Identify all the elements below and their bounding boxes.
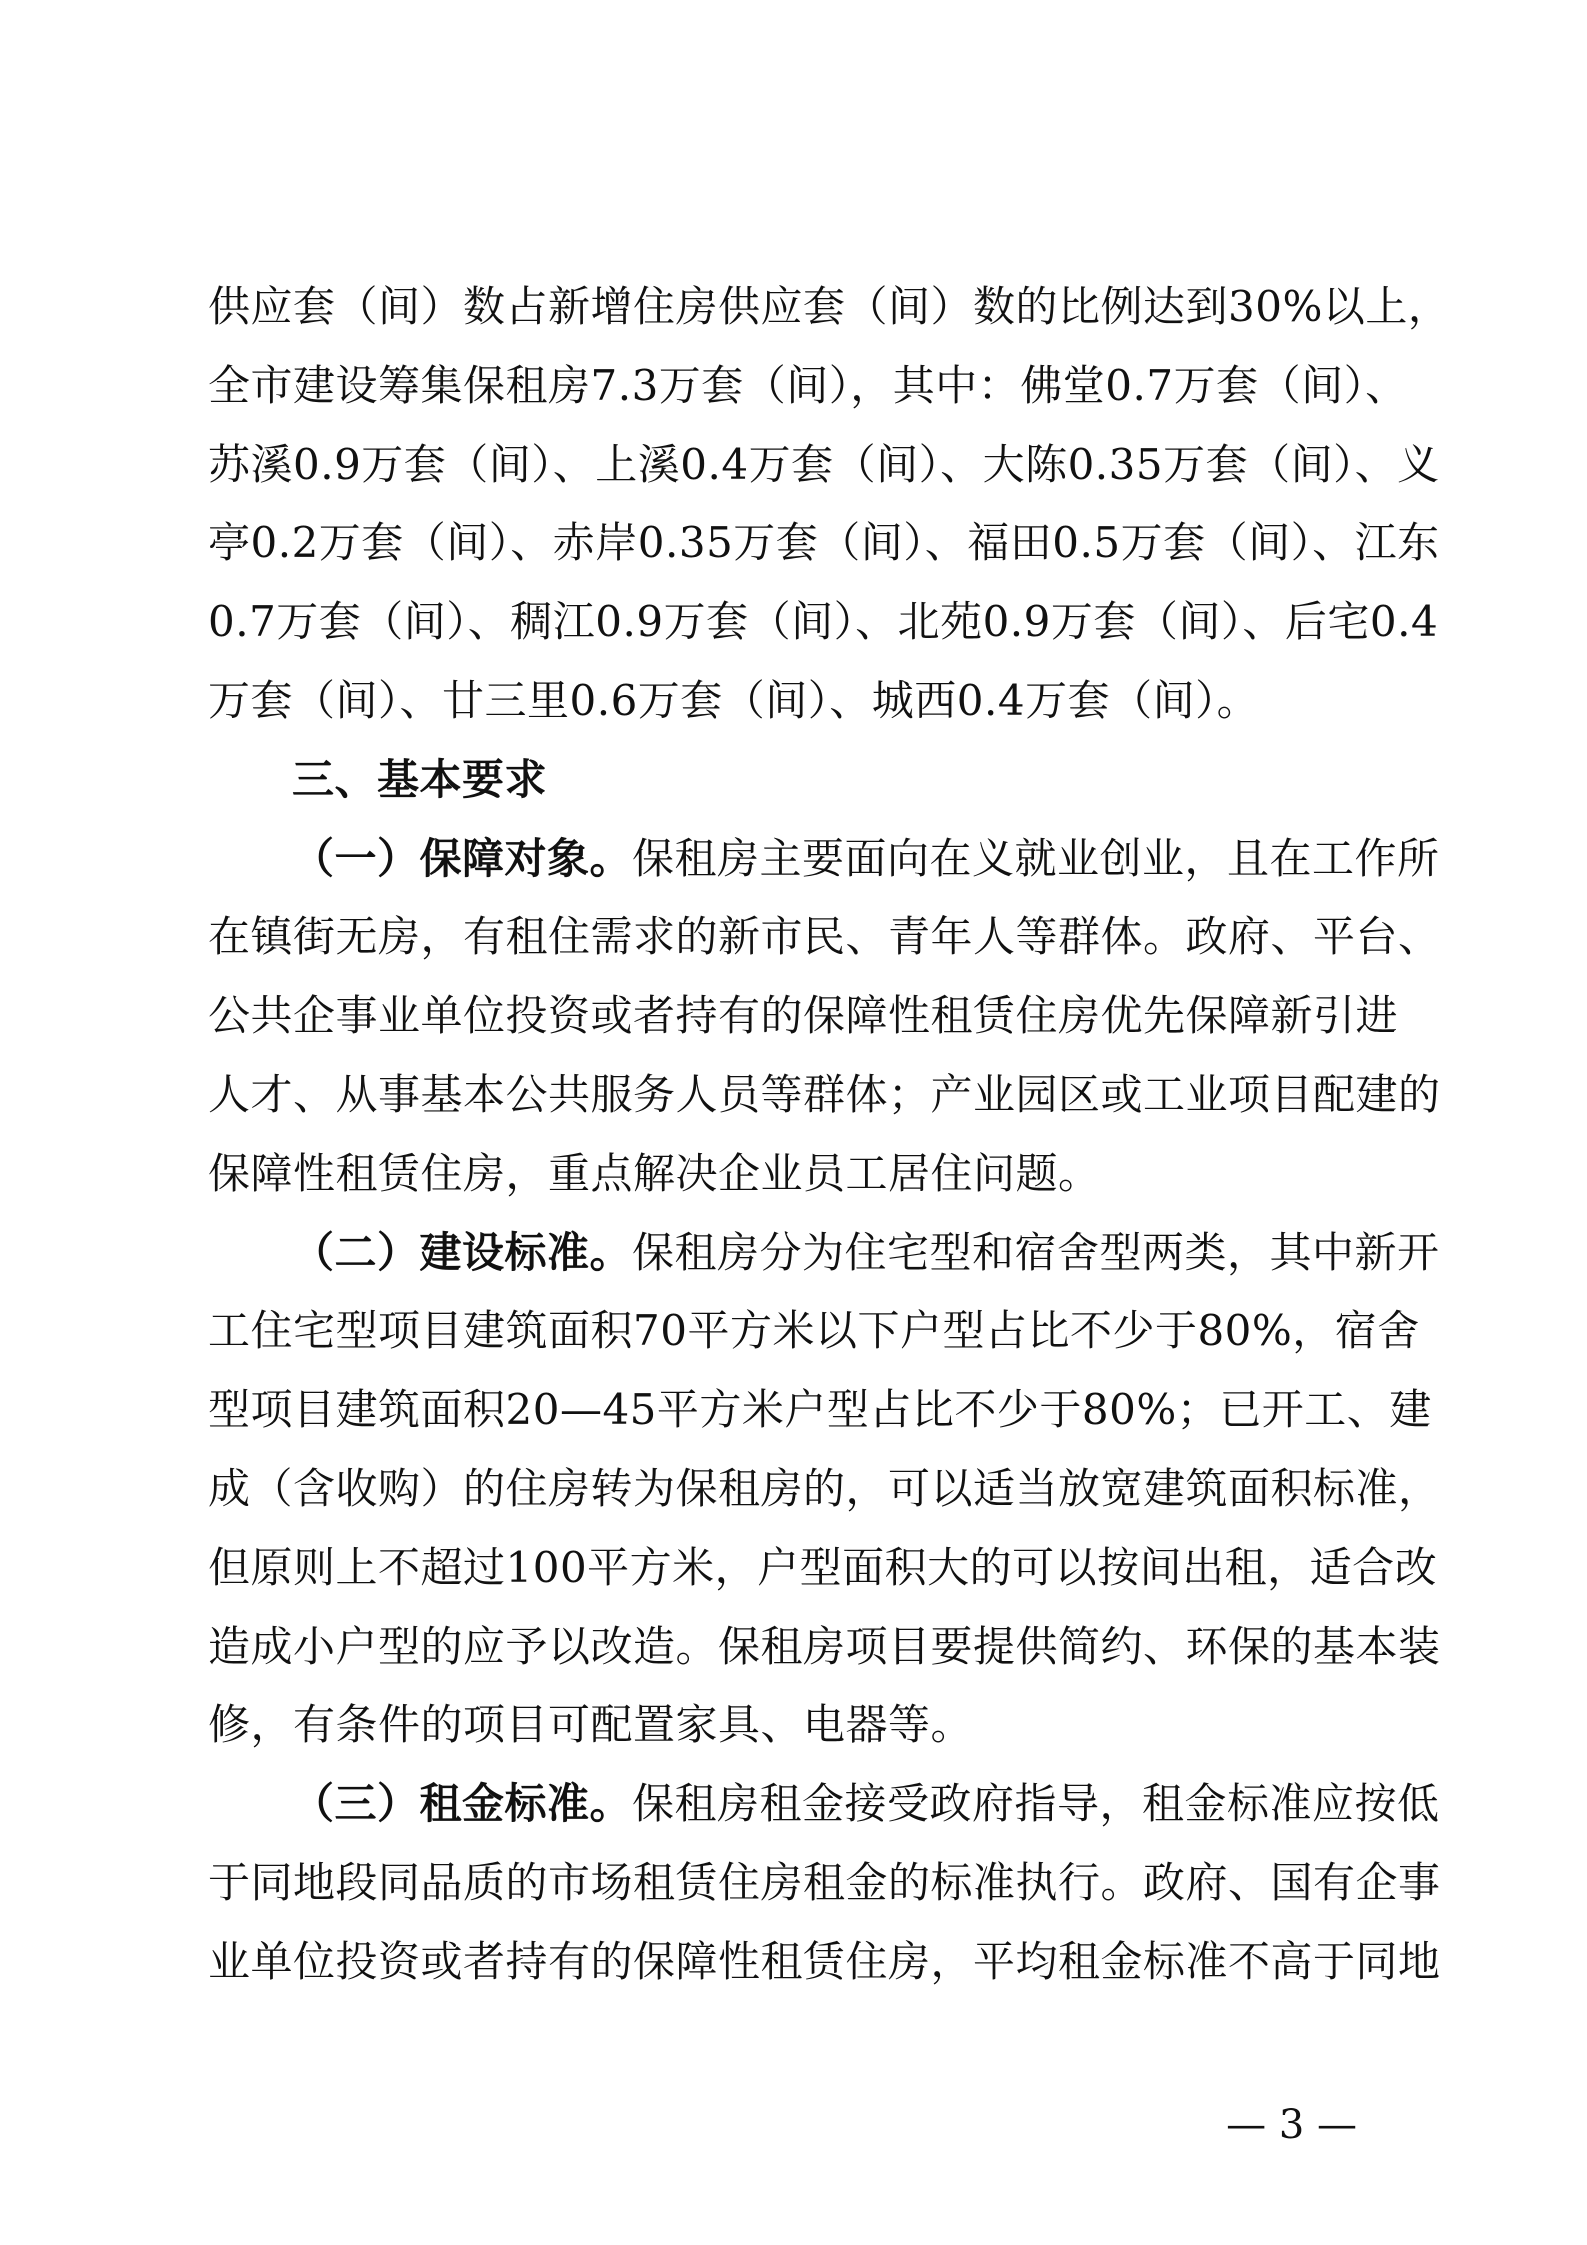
- item-1-line-3: 公共企事业单位投资或者持有的保障性租赁住房优先保障新引进: [208, 991, 1399, 1041]
- item-2-first-text: 保租房分为住宅型和宿舍型两类，其中新开: [632, 1227, 1440, 1277]
- item-1-line-5: 保障性租赁住房，重点解决企业员工居住问题。: [208, 1148, 1101, 1198]
- intro-line-4: 亭0.2万套（间）、赤岸0.35万套（间）、福田0.5万套（间）、江东: [208, 518, 1440, 568]
- intro-line-5: 0.7万套（间）、稠江0.9万套（间）、北苑0.9万套（间）、后宅0.4: [208, 597, 1439, 647]
- item-1-line-2: 在镇街无房，有租住需求的新市民、青年人等群体。政府、平台、: [208, 912, 1441, 962]
- section-heading: 三、基本要求: [292, 754, 548, 804]
- item-3-first-line: [208, 1765, 1440, 1844]
- item-2-first-line: [208, 1214, 1440, 1293]
- document-body: [208, 268, 1451, 2002]
- item-2-line-4: 成（含收购）的住房转为保租房的，可以适当放宽建筑面积标准，: [208, 1463, 1441, 1513]
- item-3-label: （三）租金标准。: [292, 1779, 633, 1829]
- intro-line-2: 全市建设筹集保租房7.3万套（间），其中：佛堂0.7万套（间）、: [208, 360, 1408, 410]
- item-2-line-7: 修，有条件的项目可配置家具、电器等。: [208, 1700, 974, 1750]
- intro-line-1: 供应套（间）数占新增住房供应套（间）数的比例达到30%以上，: [208, 282, 1451, 331]
- intro-line-3: 苏溪0.9万套（间）、上溪0.4万套（间）、大陈0.35万套（间）、义: [208, 439, 1440, 489]
- item-1-line-4: 人才、从事基本公共服务人员等群体；产业园区或工业项目配建的: [208, 1069, 1441, 1119]
- item-2-line-5: 但原则上不超过100平方米，户型面积大的可以按间出租，适合改: [208, 1542, 1438, 1592]
- item-3-line-3: 业单位投资或者持有的保障性租赁住房，平均租金标准不高于同地: [208, 1936, 1441, 1986]
- item-2-line-3: 型项目建筑面积20—45平方米户型占比不少于80%；已开工、建: [208, 1385, 1432, 1435]
- intro-line-6: 万套（间）、廿三里0.6万套（间）、城西0.4万套（间）。: [208, 675, 1260, 725]
- item-3-first-text: 保租房租金接受政府指导，租金标准应按低: [632, 1779, 1440, 1829]
- item-1-label: （一）保障对象。: [292, 833, 633, 883]
- item-2-label: （二）建设标准。: [292, 1227, 633, 1277]
- item-3-line-2: 于同地段同品质的市场租赁住房租金的标准执行。政府、国有企事: [208, 1857, 1441, 1907]
- page-number: — 3 —: [1226, 2102, 1357, 2148]
- item-2-line-2: 工住宅型项目建筑面积70平方米以下户型占比不少于80%，宿舍: [208, 1306, 1420, 1356]
- item-1-first-line: [208, 820, 1440, 899]
- item-1-first-text: 保租房主要面向在义就业创业，且在工作所: [632, 833, 1440, 883]
- item-2-line-6: 造成小户型的应予以改造。保租房项目要提供简约、环保的基本装: [208, 1621, 1441, 1671]
